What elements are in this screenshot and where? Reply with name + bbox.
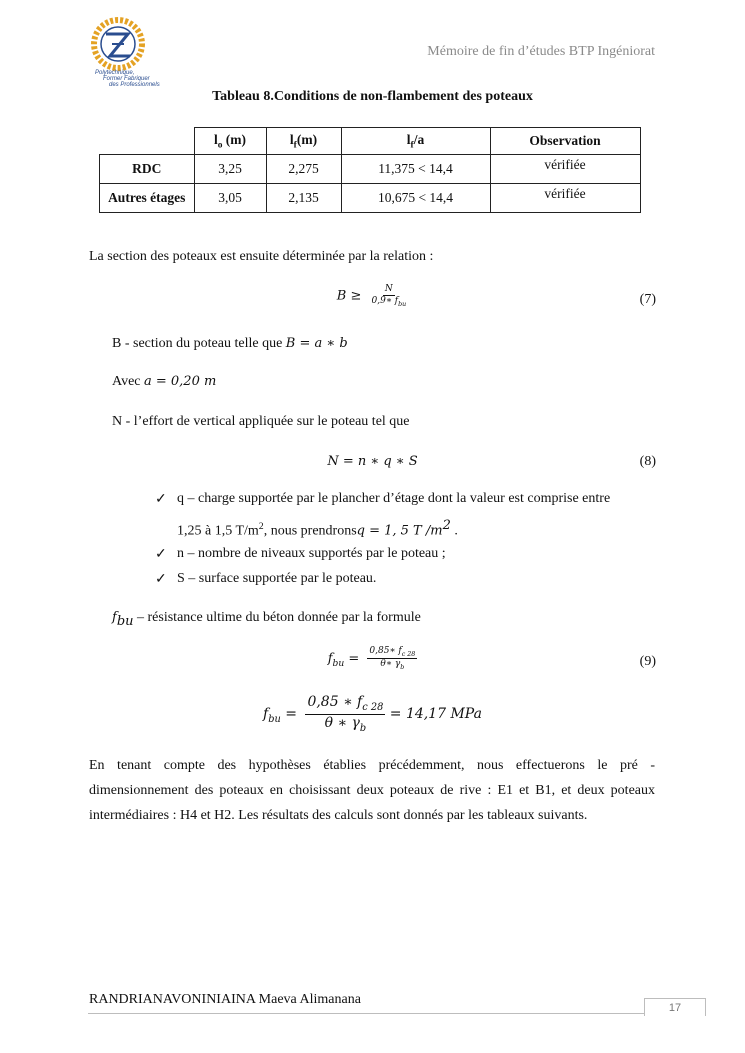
cell-observation: vérifiée: [490, 155, 640, 184]
row-label: Autres étages: [100, 184, 195, 213]
page-number: 17: [644, 998, 706, 1016]
equation-number-7: (7): [639, 292, 656, 307]
cell-lf: 2,135: [266, 184, 341, 213]
b-definition: B - section du poteau telle que B = a ∗ b: [112, 336, 348, 351]
cell-ratio: 10,675 < 14,4: [341, 184, 490, 213]
eq10-result: = 14,17 MPa: [389, 706, 482, 723]
header-lf: $l_f(m)$: [266, 128, 341, 155]
footer-author: RANDRIANAVONINIAINA Maeva Alimanana: [89, 992, 361, 1007]
equation-number-9: (9): [639, 654, 656, 669]
eq7-denominator: 0,9∗ $f_{bu}$: [371, 295, 407, 308]
bullet-n: n – nombre de niveaux supportés par le poteau ;: [177, 546, 446, 561]
eq7-fraction: [370, 284, 409, 308]
header-title: Mémoire de fin d’études BTP Ingéniorat: [427, 44, 655, 59]
non-buckling-table: [99, 127, 641, 213]
check-icon: ✓: [155, 572, 167, 587]
eq9-denominator: θ∗ $\gamma_b$: [380, 659, 405, 672]
logo-caption-line: des Professionnels: [109, 82, 160, 88]
header-ratio: $l_f/a$: [341, 128, 490, 155]
fbu-definition: $f_{bu}$ – résistance ultime du béton donnée par la formule: [112, 610, 421, 629]
bullet-q-line-2: 1,25 à 1,5 $T/m^2$, nous prendronsq = 1, 5 T $/m^2$ .: [177, 518, 458, 539]
eq10-fraction: [305, 694, 385, 734]
avec-line: Avec a = 0,20 m: [112, 374, 217, 389]
eq10-lhs: f: [263, 706, 269, 723]
intro-paragraph: La section des poteaux est ensuite déterminée par la relation :: [89, 249, 434, 264]
equation-10: $f_{bu}$ = $\frac{0,85 ∗ f_{c 28}}{\theta ∗ \gamma_b}$ = 14,17 MPa: [263, 694, 482, 734]
table-row: [100, 184, 641, 213]
eq9-numerator: 0,85∗ $f_{c 28}$: [369, 646, 416, 658]
bullet-q-line-1: q – charge supportée par le plancher d’étage dont la valeur est comprise entre: [177, 491, 611, 506]
conclusion-paragraph: En tenant compte des hypothèses établies précédemment, nous effectuerons le pré - dimensionnement des poteaux en choisissant deux poteaux de rive : E1 et B1, et deux poteaux intermédiaires : H4 et H2. Les résultats des calculs sont donnés par les tableaux suivants.: [89, 758, 655, 823]
eq9-fraction: [367, 646, 417, 672]
equation-number-8: (8): [639, 454, 656, 469]
header-lo: $l_o$ (m): [194, 128, 266, 155]
equation-7: [0, 284, 745, 308]
cell-lo: 3,25: [194, 155, 266, 184]
table-corner-cell: [100, 128, 195, 155]
table-row: [100, 155, 641, 184]
check-icon: ✓: [155, 547, 167, 562]
table-header-row: [100, 128, 641, 155]
table-caption: Tableau 8.Conditions de non-flambement des poteaux: [212, 89, 533, 104]
eq10-numerator: 0,85 ∗ $f_{c 28}$: [307, 694, 384, 713]
n-definition: N - l’effort de vertical appliquée sur le poteau tel que: [112, 414, 410, 429]
bullet-s: S – surface supportée par le poteau.: [177, 571, 377, 586]
eq7-lhs: B ≥: [336, 288, 362, 304]
cell-lf: 2,275: [266, 155, 341, 184]
equation-9: $f_{bu}$ = $\frac{0,85∗ f_{c 28}}{\theta∗ \gamma_b}$: [327, 646, 416, 672]
check-icon: ✓: [155, 492, 167, 507]
cell-lo: 3,05: [194, 184, 266, 213]
cell-ratio: 11,375 < 14,4: [341, 155, 490, 184]
eq9-lhs: f: [327, 651, 333, 667]
footer-divider: [88, 1013, 645, 1014]
logo-caption-line: Former Fabriquer: [103, 76, 150, 82]
logo-caption-line: Polytechnique,: [95, 70, 135, 76]
eq7-numerator: N: [384, 284, 393, 294]
row-label: RDC: [100, 155, 195, 184]
header-observation: Observation: [490, 128, 640, 155]
cell-observation: vérifiée: [490, 184, 640, 213]
logo-caption: [95, 70, 160, 88]
equation-8: N = n ∗ q ∗ S: [327, 454, 418, 469]
eq10-denominator: θ ∗ $\gamma_b$: [324, 714, 367, 734]
